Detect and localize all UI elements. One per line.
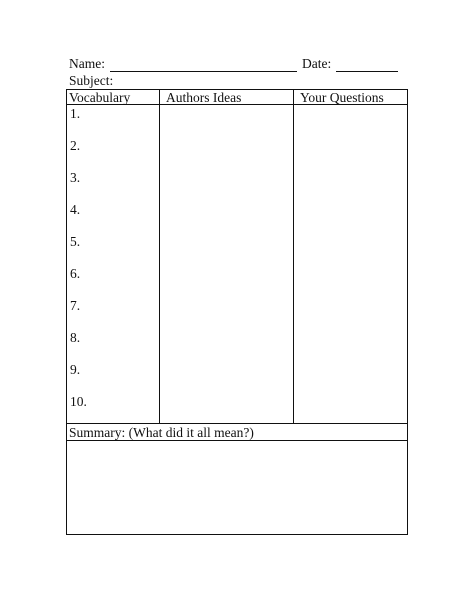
column-header-authors-ideas: Authors Ideas (166, 90, 242, 105)
row-number: 4. (70, 202, 81, 217)
name-field[interactable] (110, 71, 297, 72)
summary-area[interactable] (67, 441, 407, 534)
row-number: 9. (70, 362, 81, 377)
row-number: 3. (70, 170, 81, 185)
date-field[interactable] (336, 71, 398, 72)
row-number: 1. (70, 106, 81, 121)
date-label: Date: (302, 56, 332, 71)
column-divider-2 (293, 89, 294, 423)
summary-top-border (66, 423, 408, 424)
column-header-your-questions: Your Questions (300, 90, 384, 105)
subject-label: Subject: (69, 73, 114, 88)
row-number: 8. (70, 330, 81, 345)
row-number: 7. (70, 298, 81, 313)
column-divider-1 (159, 89, 160, 423)
row-number: 10. (70, 394, 87, 409)
column-header-vocabulary: Vocabulary (69, 90, 131, 105)
row-number: 6. (70, 266, 81, 281)
row-number: 5. (70, 234, 81, 249)
summary-label: Summary: (What did it all mean?) (69, 425, 254, 440)
name-label: Name: (69, 56, 105, 71)
row-number: 2. (70, 138, 81, 153)
